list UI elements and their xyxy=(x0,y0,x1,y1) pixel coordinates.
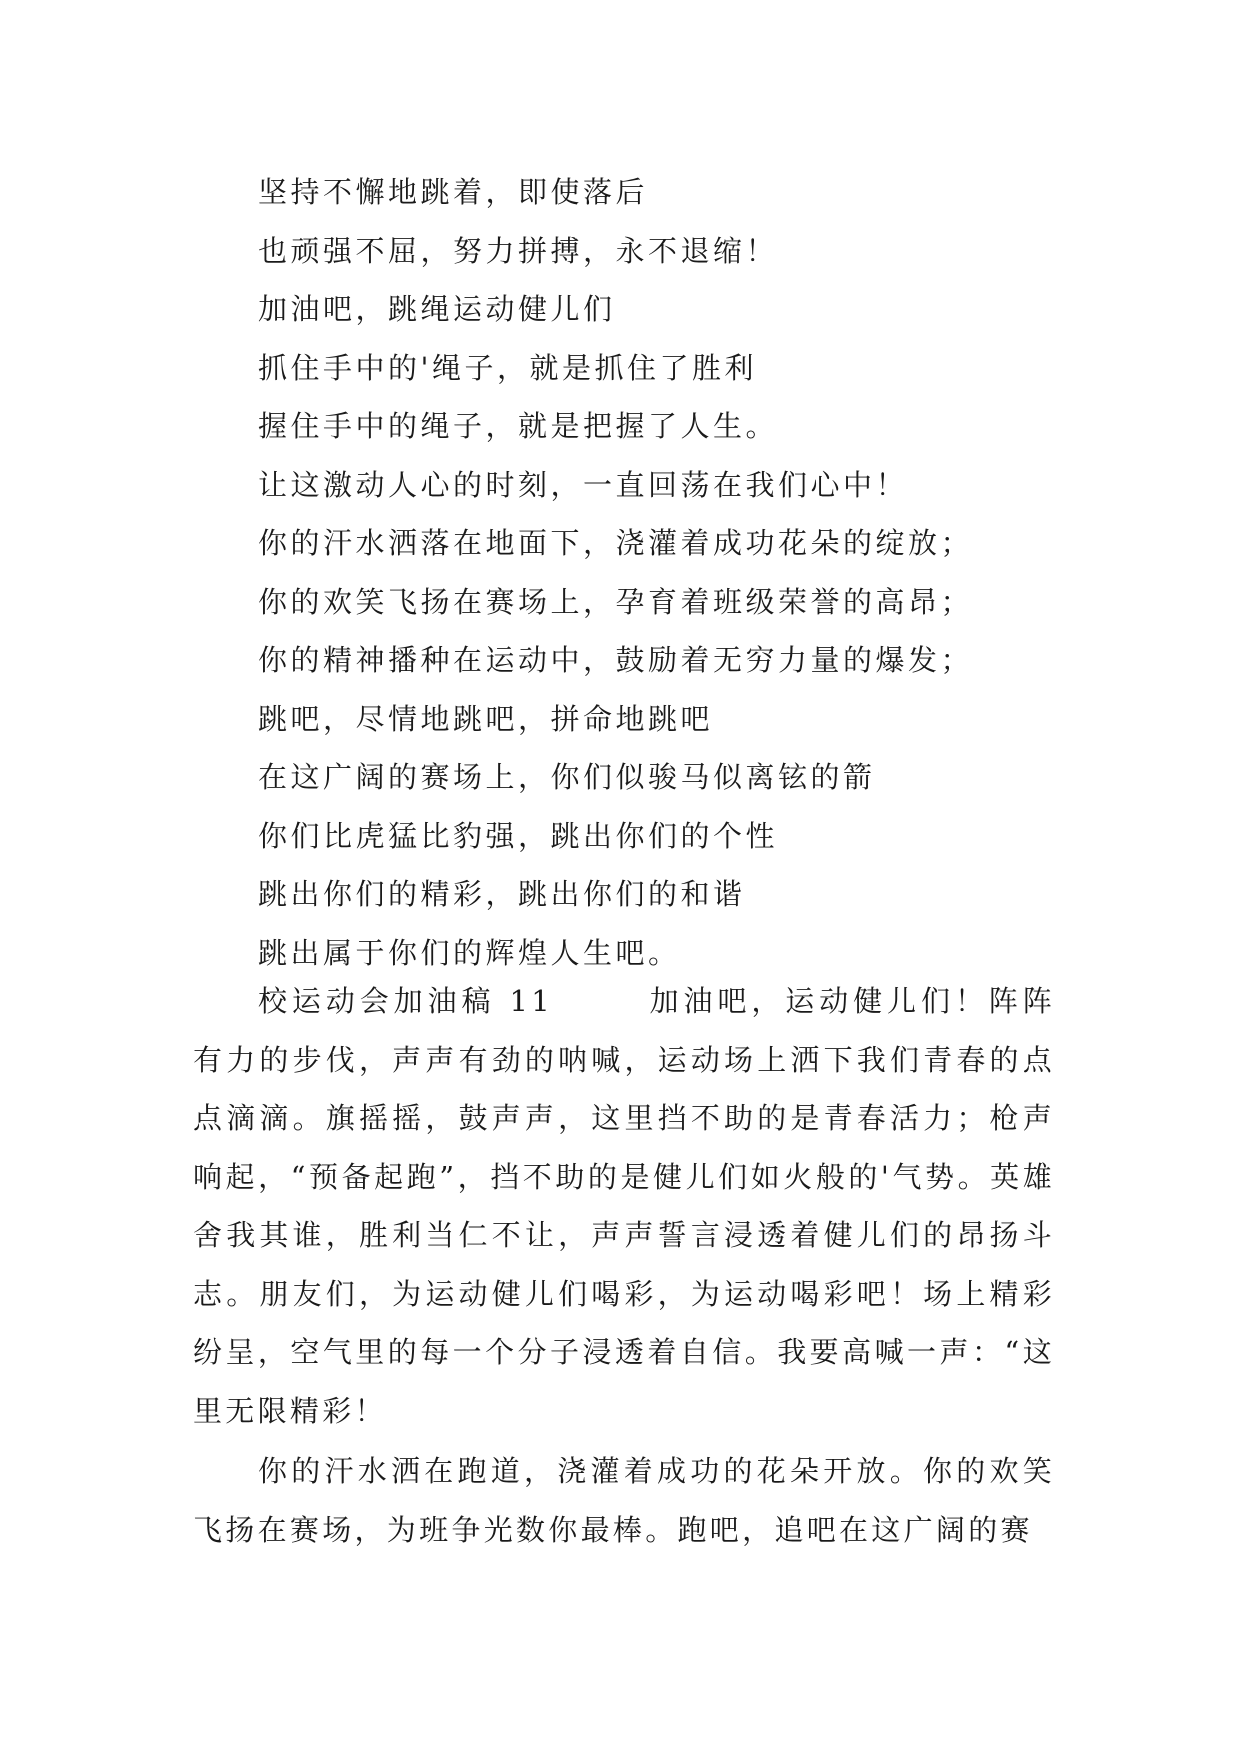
poem-line: 坚持不懈地跳着，即使落后 xyxy=(258,175,649,209)
paragraph-text: 加油吧，运动健儿们！阵阵有力的步伐，声声有劲的呐喊，运动场上洒下我们青春的点点滴滴。旗摇摇，鼓声声，这里挡不助的是青春活力；枪声响起，“预备起跑”，挡不助的是健儿们如火般的'气势。英雄舍我其谁，胜利当仁不让，声声誓言浸透着健儿们的昂扬斗志。朋友们，为运动健儿们喝彩，为运动喝彩吧！场上精彩纷呈，空气里的每一个分子浸透着自信。我要高喊一声：“这里无限精彩！ xyxy=(193,984,1055,1428)
poem-line: 跳吧，尽情地跳吧，拼命地跳吧 xyxy=(258,701,714,736)
poem-line: 跳出你们的精彩，跳出你们的和谐 xyxy=(258,877,746,911)
poem-line: 加油吧，跳绳运动健儿们 xyxy=(258,292,616,326)
poem-line: 你的欢笑飞扬在赛场上，孕育着班级荣誉的高昂； xyxy=(258,584,974,619)
poem-line: 你的汗水洒落在地面下，浇灌着成功花朵的绽放； xyxy=(258,526,974,560)
poem-line: 让这激动人心的时刻，一直回荡在我们心中！ xyxy=(258,467,909,502)
section-heading: 校运动会加油稿 11 xyxy=(258,984,554,1018)
poem-line: 你们比虎猛比豹强，跳出你们的个性 xyxy=(258,818,779,853)
poem-line: 在这广阔的赛场上，你们似骏马似离铉的箭 xyxy=(258,760,876,794)
poem-line: 你的精神播种在运动中，鼓励着无穷力量的爆发； xyxy=(258,643,974,677)
poem-lines xyxy=(258,163,1118,982)
poem-line: 跳出属于你们的辉煌人生吧。 xyxy=(258,935,681,970)
body-paragraph: 你的汗水洒在跑道，浇灌着成功的花朵开放。你的欢笑飞扬在赛场，为班争光数你最棒。跑吧，追吧在这广阔的赛 xyxy=(193,1454,1055,1547)
poem-line: 抓住手中的'绳子，就是抓住了胜利 xyxy=(258,350,757,385)
poem-line: 握住手中的绳子，就是把握了人生。 xyxy=(258,409,779,443)
poem-line: 也顽强不屈，努力拼搏，永不退缩！ xyxy=(258,233,779,268)
body-paragraph xyxy=(193,972,1055,1440)
